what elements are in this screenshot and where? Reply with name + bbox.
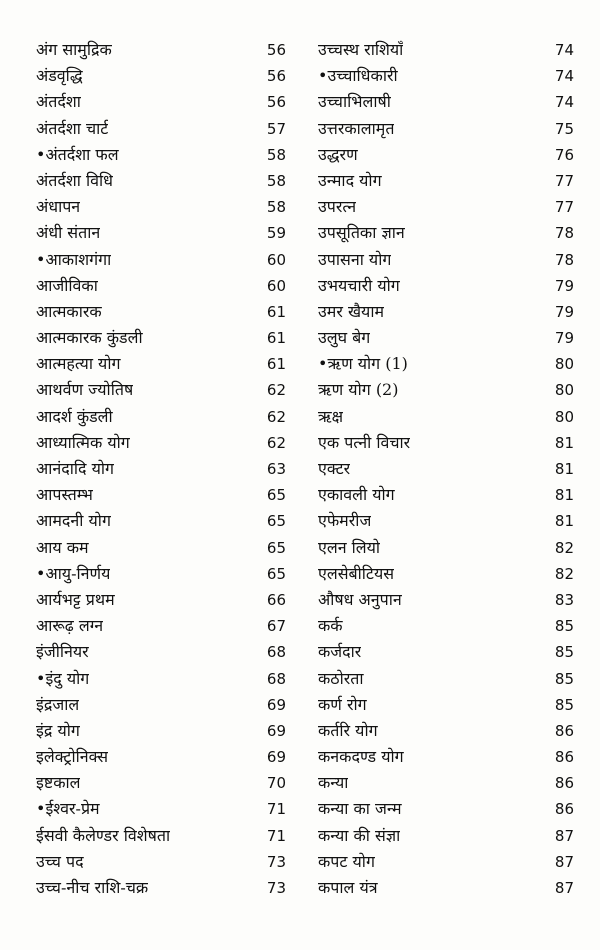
entry-term: इलेक्ट्रोनिक्स bbox=[36, 747, 109, 767]
index-entry bbox=[318, 666, 574, 692]
entry-term: उपसूतिका ज्ञान bbox=[318, 223, 405, 243]
entry-term: एकावली योग bbox=[318, 485, 395, 505]
entry-page-number: 79 bbox=[554, 276, 574, 295]
entry-term: कन्या bbox=[318, 773, 349, 793]
entry-term: आजीविका bbox=[36, 275, 98, 295]
entry-page-number: 60 bbox=[266, 276, 286, 295]
entry-page-number: 71 bbox=[266, 800, 286, 819]
index-entry bbox=[36, 482, 286, 508]
index-entry bbox=[318, 875, 574, 901]
entry-page-number: 85 bbox=[554, 643, 574, 662]
entry-page-number: 62 bbox=[266, 407, 286, 426]
entry-term: उन्माद योग bbox=[318, 170, 382, 190]
entry-page-number: 65 bbox=[266, 538, 286, 557]
index-entry bbox=[318, 796, 574, 822]
entry-page-number: 61 bbox=[266, 302, 286, 321]
index-entry bbox=[318, 351, 574, 377]
entry-page-number: 68 bbox=[266, 669, 286, 688]
entry-page-number: 67 bbox=[266, 617, 286, 636]
entry-term: •इंदु योग bbox=[36, 668, 90, 688]
entry-term: उपासना योग bbox=[318, 249, 392, 269]
entry-term: औषध अनुपान bbox=[318, 589, 402, 609]
entry-term: उच्चस्थ राशियाँ bbox=[318, 40, 404, 59]
index-entry bbox=[318, 639, 574, 665]
entry-term: उपरत्न bbox=[318, 197, 357, 217]
entry-page-number: 59 bbox=[266, 224, 286, 243]
index-entry bbox=[318, 89, 574, 115]
entry-page-number: 81 bbox=[554, 460, 574, 478]
index-entry bbox=[36, 692, 286, 718]
entry-page-number: 68 bbox=[266, 643, 286, 662]
entry-term: अंतर्दशा विधि bbox=[36, 170, 113, 190]
entry-page-number: 75 bbox=[554, 119, 574, 138]
index-entry bbox=[36, 561, 286, 587]
index-entry bbox=[36, 37, 286, 63]
index-entry bbox=[318, 561, 574, 587]
index-entry bbox=[36, 63, 286, 89]
index-entry bbox=[318, 718, 574, 744]
index-entry bbox=[36, 796, 286, 822]
index-entry bbox=[36, 220, 286, 246]
index-entry bbox=[36, 508, 286, 534]
entry-page-number: 58 bbox=[266, 198, 286, 217]
entry-page-number: 65 bbox=[266, 512, 286, 531]
index-entry bbox=[318, 482, 574, 508]
entry-page-number: 81 bbox=[554, 433, 574, 452]
entry-page-number: 66 bbox=[266, 590, 286, 609]
entry-term: अंडवृद्धि bbox=[36, 66, 83, 86]
entry-page-number: 70 bbox=[266, 774, 286, 793]
entry-term: एलसेबीटियस bbox=[318, 563, 395, 583]
entry-term: उच्चाभिलाषी bbox=[318, 92, 391, 112]
entry-term: एक पत्नी विचार bbox=[318, 432, 411, 452]
index-entry bbox=[318, 142, 574, 168]
entry-page-number: 82 bbox=[554, 538, 574, 557]
index-entry bbox=[318, 770, 574, 796]
index-entry bbox=[36, 168, 286, 194]
entry-term: •अंतर्दशा फल bbox=[36, 144, 119, 164]
entry-term: कन्या का जन्म bbox=[318, 799, 402, 819]
entry-term: अंतर्दशा चार्ट bbox=[36, 118, 109, 138]
index-entry bbox=[318, 404, 574, 430]
entry-term: •ईश्वर-प्रेम bbox=[36, 799, 100, 819]
entry-page-number: 56 bbox=[266, 41, 286, 59]
entry-page-number: 79 bbox=[554, 329, 574, 348]
entry-page-number: 57 bbox=[266, 119, 286, 138]
entry-term: •उच्चाधिकारी bbox=[318, 66, 398, 86]
index-entry bbox=[318, 692, 574, 718]
entry-page-number: 58 bbox=[266, 145, 286, 164]
entry-page-number: 63 bbox=[266, 460, 286, 478]
entry-page-number: 81 bbox=[554, 486, 574, 505]
entry-term: आपस्तम्भ bbox=[36, 485, 93, 505]
entry-page-number: 62 bbox=[266, 381, 286, 400]
entry-page-number: 73 bbox=[266, 852, 286, 871]
entry-term: आत्मकारक कुंडली bbox=[36, 328, 143, 348]
index-entry bbox=[36, 430, 286, 456]
index-entry bbox=[318, 377, 574, 403]
entry-page-number: 86 bbox=[554, 721, 574, 740]
index-entry bbox=[36, 351, 286, 377]
entry-term: आत्महत्या योग bbox=[36, 354, 121, 374]
entry-page-number: 81 bbox=[554, 512, 574, 531]
entry-term: आरूढ़ लग्न bbox=[36, 616, 104, 636]
index-entry bbox=[36, 89, 286, 115]
index-entry bbox=[36, 142, 286, 168]
index-entry bbox=[36, 849, 286, 875]
index-entry bbox=[318, 37, 574, 63]
entry-page-number: 71 bbox=[266, 826, 286, 845]
entry-page-number: 69 bbox=[266, 748, 286, 767]
entry-page-number: 80 bbox=[554, 381, 574, 400]
entry-page-number: 85 bbox=[554, 695, 574, 714]
entry-term: आत्मकारक bbox=[36, 301, 102, 321]
index-entry bbox=[36, 587, 286, 613]
entry-page-number: 86 bbox=[554, 800, 574, 819]
entry-term: एफेमरीज bbox=[318, 511, 372, 531]
entry-page-number: 74 bbox=[554, 41, 574, 59]
entry-term: आनंदादि योग bbox=[36, 459, 115, 478]
index-entry bbox=[318, 849, 574, 875]
index-entry bbox=[36, 404, 286, 430]
entry-term: इष्टकाल bbox=[36, 773, 81, 793]
entry-term: आथर्वण ज्योतिष bbox=[36, 380, 134, 400]
entry-term: आमदनी योग bbox=[36, 511, 111, 531]
index-entry bbox=[318, 744, 574, 770]
entry-page-number: 73 bbox=[266, 879, 286, 897]
entry-page-number: 74 bbox=[554, 67, 574, 86]
entry-term: •आयु-निर्णय bbox=[36, 563, 111, 583]
index-entry bbox=[36, 770, 286, 796]
entry-term: ऋण योग (2) bbox=[318, 380, 399, 400]
index-entry bbox=[318, 247, 574, 273]
entry-term: एक्टर bbox=[318, 459, 351, 478]
entry-term: कनकदण्ड योग bbox=[318, 747, 404, 767]
entry-page-number: 78 bbox=[554, 250, 574, 269]
entry-page-number: 60 bbox=[266, 250, 286, 269]
index-entry bbox=[36, 273, 286, 299]
entry-term: उभयचारी योग bbox=[318, 275, 400, 295]
index-entry bbox=[36, 116, 286, 142]
entry-term: इंद्रजाल bbox=[36, 694, 80, 714]
index-entry bbox=[318, 587, 574, 613]
entry-term: कर्जदार bbox=[318, 642, 362, 662]
index-entry bbox=[318, 299, 574, 325]
entry-page-number: 80 bbox=[554, 355, 574, 374]
entry-term: अंधी संतान bbox=[36, 223, 101, 243]
entry-term: कन्या की संज्ञा bbox=[318, 825, 401, 845]
entry-term: इंद्र योग bbox=[36, 720, 80, 740]
index-column-left bbox=[36, 37, 286, 950]
entry-page-number: 56 bbox=[266, 93, 286, 112]
entry-term: आदर्श कुंडली bbox=[36, 406, 113, 426]
entry-term: अंधापन bbox=[36, 197, 81, 217]
index-entry bbox=[318, 430, 574, 456]
entry-page-number: 87 bbox=[554, 852, 574, 871]
entry-term: उच्च पद bbox=[36, 851, 84, 871]
entry-page-number: 82 bbox=[554, 564, 574, 583]
index-entry bbox=[318, 823, 574, 849]
entry-term: कर्क bbox=[318, 616, 343, 636]
entry-page-number: 69 bbox=[266, 721, 286, 740]
entry-term: कपाल यंत्र bbox=[318, 878, 378, 897]
entry-page-number: 78 bbox=[554, 224, 574, 243]
entry-term: उच्च-नीच राशि-चक्र bbox=[36, 878, 149, 897]
index-entry bbox=[36, 535, 286, 561]
entry-page-number: 86 bbox=[554, 774, 574, 793]
index-entry bbox=[36, 377, 286, 403]
entry-term: ऋक्ष bbox=[318, 406, 344, 426]
entry-term: उलुघ बेग bbox=[318, 328, 371, 348]
entry-term: अंग सामुद्रिक bbox=[36, 40, 112, 59]
index-column-right bbox=[318, 37, 574, 950]
entry-term: आय कम bbox=[36, 537, 89, 557]
entry-term: कपट योग bbox=[318, 851, 375, 871]
entry-page-number: 79 bbox=[554, 302, 574, 321]
entry-page-number: 85 bbox=[554, 669, 574, 688]
entry-term: इंजीनियर bbox=[36, 642, 89, 662]
entry-page-number: 86 bbox=[554, 748, 574, 767]
index-entry bbox=[36, 718, 286, 744]
index-entry bbox=[36, 247, 286, 273]
entry-page-number: 74 bbox=[554, 93, 574, 112]
entry-term: एलन लियो bbox=[318, 537, 381, 557]
index-entry bbox=[318, 168, 574, 194]
entry-term: आध्यात्मिक योग bbox=[36, 432, 130, 452]
index-entry bbox=[36, 875, 286, 901]
entry-term: आर्यभट्ट प्रथम bbox=[36, 589, 115, 609]
entry-page-number: 56 bbox=[266, 67, 286, 86]
entry-term: अंतर्दशा bbox=[36, 92, 81, 112]
index-entry bbox=[318, 194, 574, 220]
entry-page-number: 65 bbox=[266, 564, 286, 583]
index-entry bbox=[36, 299, 286, 325]
entry-term: ईसवी कैलेण्डर विशेषता bbox=[36, 825, 171, 845]
entry-page-number: 85 bbox=[554, 617, 574, 636]
entry-term: •आकाशगंगा bbox=[36, 249, 112, 269]
entry-page-number: 76 bbox=[554, 145, 574, 164]
index-entry bbox=[36, 744, 286, 770]
index-entry bbox=[318, 116, 574, 142]
index-entry bbox=[36, 639, 286, 665]
index-entry bbox=[318, 325, 574, 351]
index-entry bbox=[318, 535, 574, 561]
entry-term: कर्तरि योग bbox=[318, 720, 378, 740]
entry-page-number: 61 bbox=[266, 355, 286, 374]
index-entry bbox=[318, 220, 574, 246]
index-entry bbox=[318, 508, 574, 534]
entry-term: कठोरता bbox=[318, 668, 364, 688]
index-entry bbox=[36, 456, 286, 482]
index-entry bbox=[36, 823, 286, 849]
entry-term: उत्तरकालामृत bbox=[318, 118, 395, 138]
entry-page-number: 77 bbox=[554, 171, 574, 190]
index-entry bbox=[318, 613, 574, 639]
entry-page-number: 58 bbox=[266, 171, 286, 190]
index-entry bbox=[318, 63, 574, 89]
entry-term: उमर खैयाम bbox=[318, 301, 385, 321]
entry-page-number: 69 bbox=[266, 695, 286, 714]
entry-page-number: 65 bbox=[266, 486, 286, 505]
index-entry bbox=[36, 613, 286, 639]
index-entry bbox=[318, 273, 574, 299]
entry-page-number: 83 bbox=[554, 590, 574, 609]
index-entry bbox=[318, 456, 574, 482]
entry-page-number: 77 bbox=[554, 198, 574, 217]
index-entry bbox=[36, 194, 286, 220]
entry-term: उद्धरण bbox=[318, 144, 358, 164]
entry-term: •ऋण योग (1) bbox=[318, 354, 408, 374]
entry-page-number: 80 bbox=[554, 407, 574, 426]
index-entry bbox=[36, 666, 286, 692]
entry-page-number: 61 bbox=[266, 329, 286, 348]
entry-page-number: 87 bbox=[554, 826, 574, 845]
entry-term: कर्ण रोग bbox=[318, 694, 367, 714]
index-entry bbox=[36, 325, 286, 351]
entry-page-number: 62 bbox=[266, 433, 286, 452]
entry-page-number: 87 bbox=[554, 879, 574, 897]
